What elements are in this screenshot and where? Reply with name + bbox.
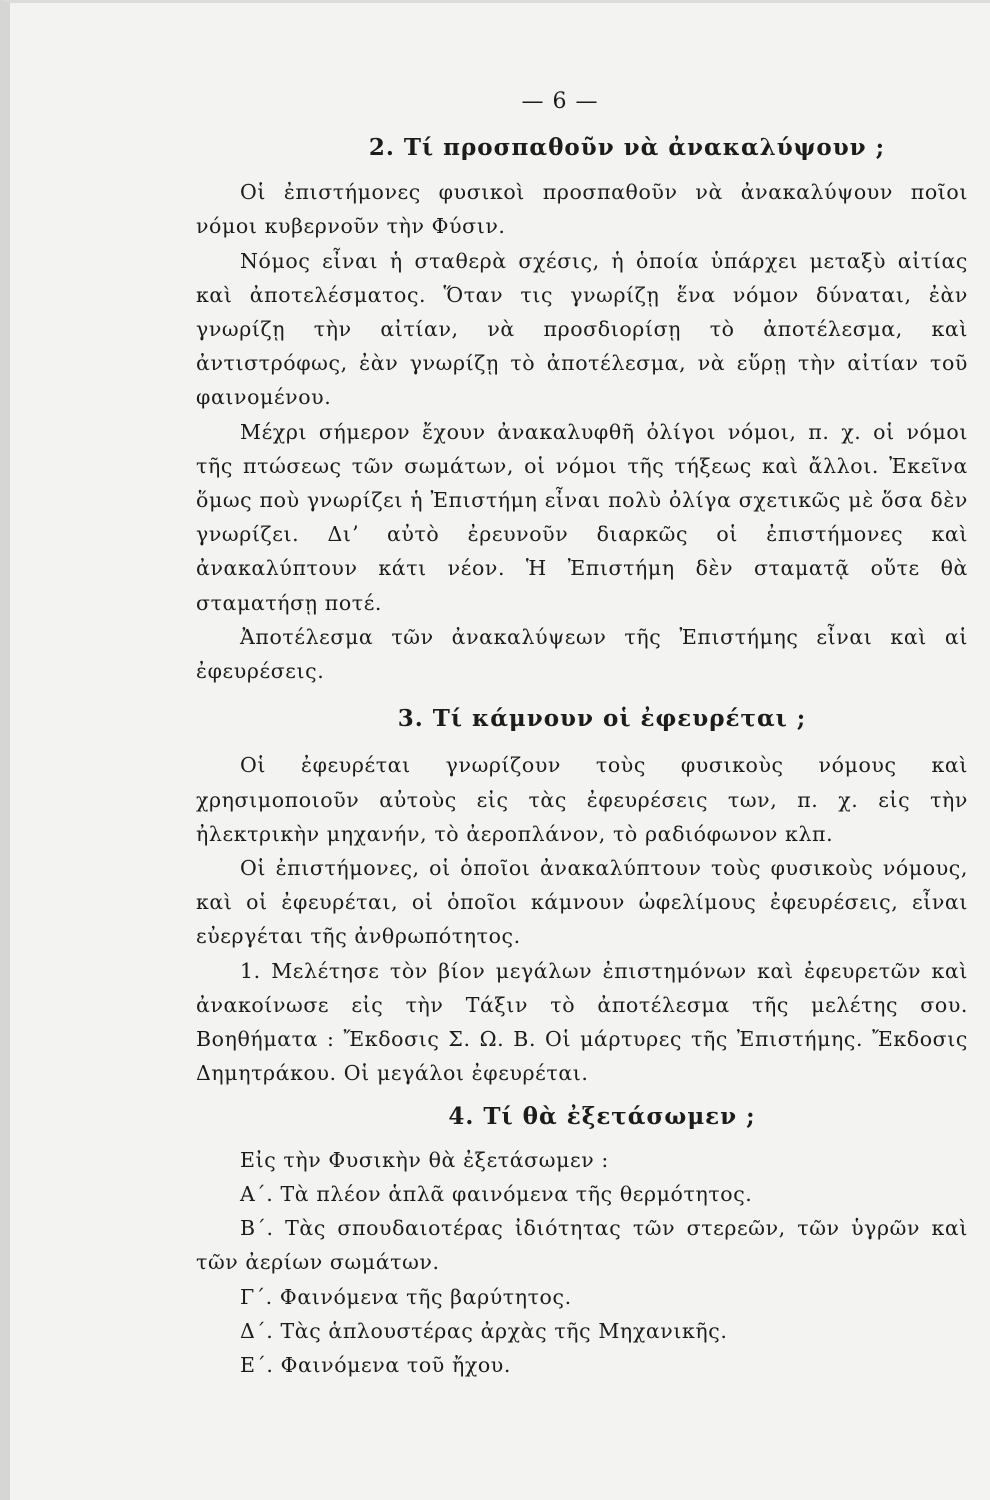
section-4-intro: Εἰς τὴν Φυσικὴν θὰ ἐξετάσωμεν : xyxy=(240,1147,609,1172)
section-2-paragraph: Ἀποτέλεσμα τῶν ἀνακαλύψεων τῆς Ἐπιστήμης εἶναι καὶ αἱ ἐφευρέσεις. xyxy=(196,624,968,684)
section-3-paragraph: Οἱ ἐπιστήμονες, οἱ ὁποῖοι ἀνακαλύπτουν τοὺς φυσικοὺς νόμους, καὶ οἱ ἐφευρέται, οἱ ὁποῖοι κάμνουν ὠφελίμους ἐφευρέσεις, εἶναι εὐεργέται τῆς ἀνθρωπότητος. xyxy=(196,856,968,949)
topic-list-item: Α΄. Τὰ πλέον ἁπλᾶ φαινόμενα τῆς θερμότητος. xyxy=(240,1181,753,1206)
section-3-paragraph: Οἱ ἐφευρέται γνωρίζουν τοὺς φυσικοὺς νόμους καὶ χρησιμοποιοῦν αὐτοὺς εἰς τὰς ἐφευρέσεις των, π. χ. εἰς τὴν ἠλεκτρικὴν μηχανήν, τὸ ἀεροπλάνον, τὸ ραδιόφωνον κλπ. xyxy=(196,753,968,846)
section-2-paragraph: Οἱ ἐπιστήμονες φυσικοὶ προσπαθοῦν νὰ ἀνακαλύψουν ποῖοι νόμοι κυβερνοῦν τὴν Φύσιν. xyxy=(196,180,968,239)
section-3-heading: 3. Τί κάμνουν οἱ ἐφευρέται ; xyxy=(397,705,807,733)
section-2-paragraph: Νόμος εἶναι ἡ σταθερὰ σχέσις, ἡ ὁποία ὑπάρχει μεταξὺ αἰτίας καὶ ἀποτελέσματος. Ὅταν τις γνωρίζῃ ἕνα νόμον δύναται, ἐὰν γνωρίζῃ τὴν αἰτίαν, νὰ προσδιορίσῃ τὸ ἀποτέλεσμα, καὶ ἀντιστρόφως, ἐὰν γνωρίζῃ τὸ ἀποτέλεσμα, νὰ εὕρῃ τὴν αἰτίαν τοῦ φαινομένου. xyxy=(196,248,968,410)
section-4-heading: 4. Τί θὰ ἐξετάσωμεν ; xyxy=(448,1103,756,1131)
topic-list-item: Β΄. Τὰς σπουδαιοτέρας ἰδιότητας τῶν στερεῶν, τῶν ὑγρῶν καὶ τῶν ἀερίων σωμάτων. xyxy=(196,1216,968,1275)
topic-list-item: Ε΄. Φαινόμενα τοῦ ἤχου. xyxy=(240,1352,511,1377)
topic-list-item: Γ΄. Φαινόμενα τῆς βαρύτητος. xyxy=(240,1284,572,1309)
page-number: — 6 — xyxy=(521,89,599,114)
page-content xyxy=(196,131,968,1382)
topic-list-item: Δ΄. Τὰς ἁπλουστέρας ἀρχὰς τῆς Μηχανικῆς. xyxy=(240,1318,728,1343)
section-2-paragraph: Μέχρι σήμερον ἔχουν ἀνακαλυφθῆ ὀλίγοι νόμοι, π. χ. οἱ νόμοι τῆς πτώσεως τῶν σωμάτων, οἱ νόμοι τῆς τήξεως καὶ ἄλλοι. Ἐκεῖνα ὅμως ποὺ γνωρίζει ἡ Ἐπιστήμη εἶναι πολὺ ὀλίγα σχετικῶς μὲ ὅσα δὲν γνωρίζει. Διʼ αὐτὸ ἐρευνοῦν διαρκῶς οἱ ἐπιστήμονες καὶ ἀνακαλύπτουν κάτι νέον. Ἡ Ἐπιστήμη δὲν σταματᾷ οὔτε θὰ σταματήσῃ ποτέ. xyxy=(196,419,968,615)
section-3-exercise: 1. Μελέτησε τὸν βίον μεγάλων ἐπιστημόνων καὶ ἐφευρετῶν καὶ ἀνακοίνωσε εἰς τὴν Τάξιν τὸ ἀποτέλεσμα τῆς μελέτης σου. Βοηθήματα : Ἔκδοσις Σ. Ω. Β. Οἱ μάρτυρες τῆς Ἐπιστήμης. Ἔκδοσις Δημητράκου. Οἱ μεγάλοι ἐφευρέται. xyxy=(196,958,968,1086)
section-2-heading: 2. Τί προσπαθοῦν νὰ ἀνακαλύψουν ; xyxy=(368,134,886,161)
